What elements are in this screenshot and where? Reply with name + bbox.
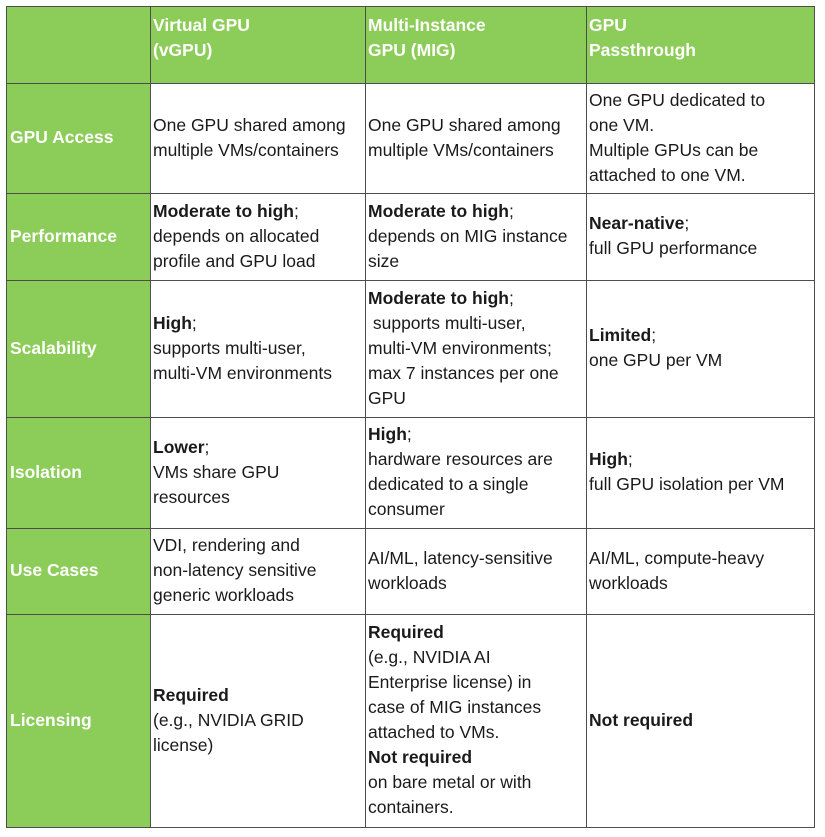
row-label: Performance [7,194,151,281]
header-vgpu-line-1: Virtual GPU [153,15,250,35]
cell-emphasis: Lower [153,436,205,457]
cell-emphasis-suffix: ; [684,213,690,233]
header-vgpu-line-2: (vGPU) [153,40,213,60]
cell-text-line: license) [153,734,214,755]
header-mig [366,7,587,84]
cell-text-line: full GPU performance [589,238,758,258]
cell-text-line: AI/ML, compute-heavy [589,547,765,568]
cell-text-line: One GPU shared among [153,114,346,135]
header-passthrough-line-2: Passthrough [589,40,696,60]
table-body [7,84,815,828]
row-label: Use Cases [7,529,151,615]
row-label: Licensing [7,615,151,828]
cell-emphasis: Moderate to high [153,200,294,221]
comparison-table [6,6,815,828]
cell-text-line: (e.g., NVIDIA GRID [153,709,304,730]
cell-mig [366,529,587,615]
row-label: GPU Access [7,84,151,194]
cell-text-line: multi-VM environments; [368,337,552,358]
cell-text-line: generic workloads [153,585,295,605]
header-corner-cell [7,7,151,84]
cell-text-line: VMs share GPU [153,461,280,482]
cell-passthrough [587,615,815,828]
cell-emphasis: Required [368,622,444,642]
cell-text-line: hardware resources are [368,449,553,469]
table-row [7,418,815,529]
cell-passthrough [587,529,815,615]
cell-text-line: consumer [368,499,445,519]
cell-text-line: non-latency sensitive [153,560,317,580]
cell-emphasis: Not required [368,747,473,767]
cell-emphasis-suffix: ; [508,200,514,221]
row-label: Isolation [7,418,151,529]
cell-text-line: full GPU isolation per VM [589,474,785,494]
row-label: Scalability [7,281,151,418]
cell-emphasis-line [589,708,812,733]
cell-text-line: Multiple GPUs can be [589,139,759,160]
cell-emphasis-suffix: ; [191,312,197,333]
cell-emphasis: Moderate to high [368,200,509,221]
cell-text-line: on bare metal or with [368,772,532,792]
cell-text-line: (e.g., NVIDIA AI [368,647,491,667]
cell-emphasis: High [153,312,192,333]
header-mig-line-1: Multi-Instance [368,15,486,35]
cell-text-line: dedicated to a single [368,474,529,494]
cell-text-line: depends on allocated [153,225,320,246]
cell-mig [366,615,587,828]
cell-text-line: profile and GPU load [153,250,316,271]
cell-text-line: resources [153,486,230,507]
cell-emphasis-line [153,311,363,336]
cell-emphasis: High [589,449,628,469]
cell-emphasis: Moderate to high [368,287,509,308]
header-passthrough-line-1: GPU [589,15,627,35]
cell-mig [366,281,587,418]
cell-emphasis-line [368,620,584,645]
cell-text-line: One GPU dedicated to [589,89,766,110]
cell-text-line: supports multi-user, [368,312,526,333]
cell-emphasis: Required [153,684,229,705]
table-row [7,529,815,615]
cell-emphasis-suffix: ; [204,436,210,457]
cell-emphasis: Not required [589,709,694,730]
cell-text-line: size [368,250,400,271]
table-row [7,194,815,281]
cell-vgpu [151,529,366,615]
cell-emphasis-line [368,199,584,224]
cell-emphasis-line [589,323,812,348]
cell-text-line: workloads [589,572,668,593]
cell-mig [366,194,587,281]
header-passthrough [587,7,815,84]
cell-emphasis-line [589,211,812,236]
cell-emphasis-suffix: ; [508,287,514,308]
cell-emphasis-line [368,745,584,770]
cell-text-line: attached to VMs. [368,722,500,742]
cell-text-line: Enterprise license) in [368,672,532,692]
cell-vgpu [151,418,366,529]
cell-emphasis-line [368,422,584,447]
cell-text-line: multiple VMs/containers [153,139,339,160]
cell-text-line: workloads [368,572,447,593]
table-row [7,281,815,418]
cell-mig [366,418,587,529]
cell-emphasis-line [589,447,812,472]
cell-passthrough [587,281,815,418]
cell-text-line: One GPU shared among [368,114,561,135]
cell-emphasis: High [368,424,407,444]
cell-vgpu [151,84,366,194]
cell-vgpu [151,194,366,281]
header-vgpu [151,7,366,84]
cell-text-line: max 7 instances per one [368,362,559,383]
cell-text-line: attached to one VM. [589,164,746,185]
cell-passthrough [587,194,815,281]
cell-emphasis-line [153,199,363,224]
cell-mig [366,84,587,194]
cell-text-line: one VM. [589,114,655,135]
cell-text-line: VDI, rendering and [153,535,300,555]
cell-vgpu [151,615,366,828]
cell-emphasis-suffix: ; [293,200,299,221]
header-mig-line-2: GPU (MIG) [368,40,456,60]
header-row [7,7,815,84]
cell-text-line: GPU [368,387,406,408]
cell-emphasis-suffix: ; [406,424,412,444]
cell-emphasis: Limited [589,325,652,345]
cell-emphasis-line [368,286,584,311]
cell-passthrough [587,84,815,194]
cell-emphasis-line [153,435,363,460]
table-row [7,84,815,194]
cell-text-line: containers. [368,797,454,817]
cell-text-line: case of MIG instances [368,697,542,717]
cell-vgpu [151,281,366,418]
cell-emphasis-suffix: ; [627,449,633,469]
cell-passthrough [587,418,815,529]
cell-text-line: one GPU per VM [589,350,723,370]
cell-text-line: multi-VM environments [153,362,332,383]
cell-emphasis: Near-native [589,213,685,233]
cell-emphasis-line [153,683,363,708]
cell-text-line: AI/ML, latency-sensitive [368,547,553,568]
table-row [7,615,815,828]
cell-text-line: supports multi-user, [153,337,306,358]
cell-emphasis-suffix: ; [651,325,657,345]
cell-text-line: depends on MIG instance [368,225,568,246]
cell-text-line: multiple VMs/containers [368,139,554,160]
